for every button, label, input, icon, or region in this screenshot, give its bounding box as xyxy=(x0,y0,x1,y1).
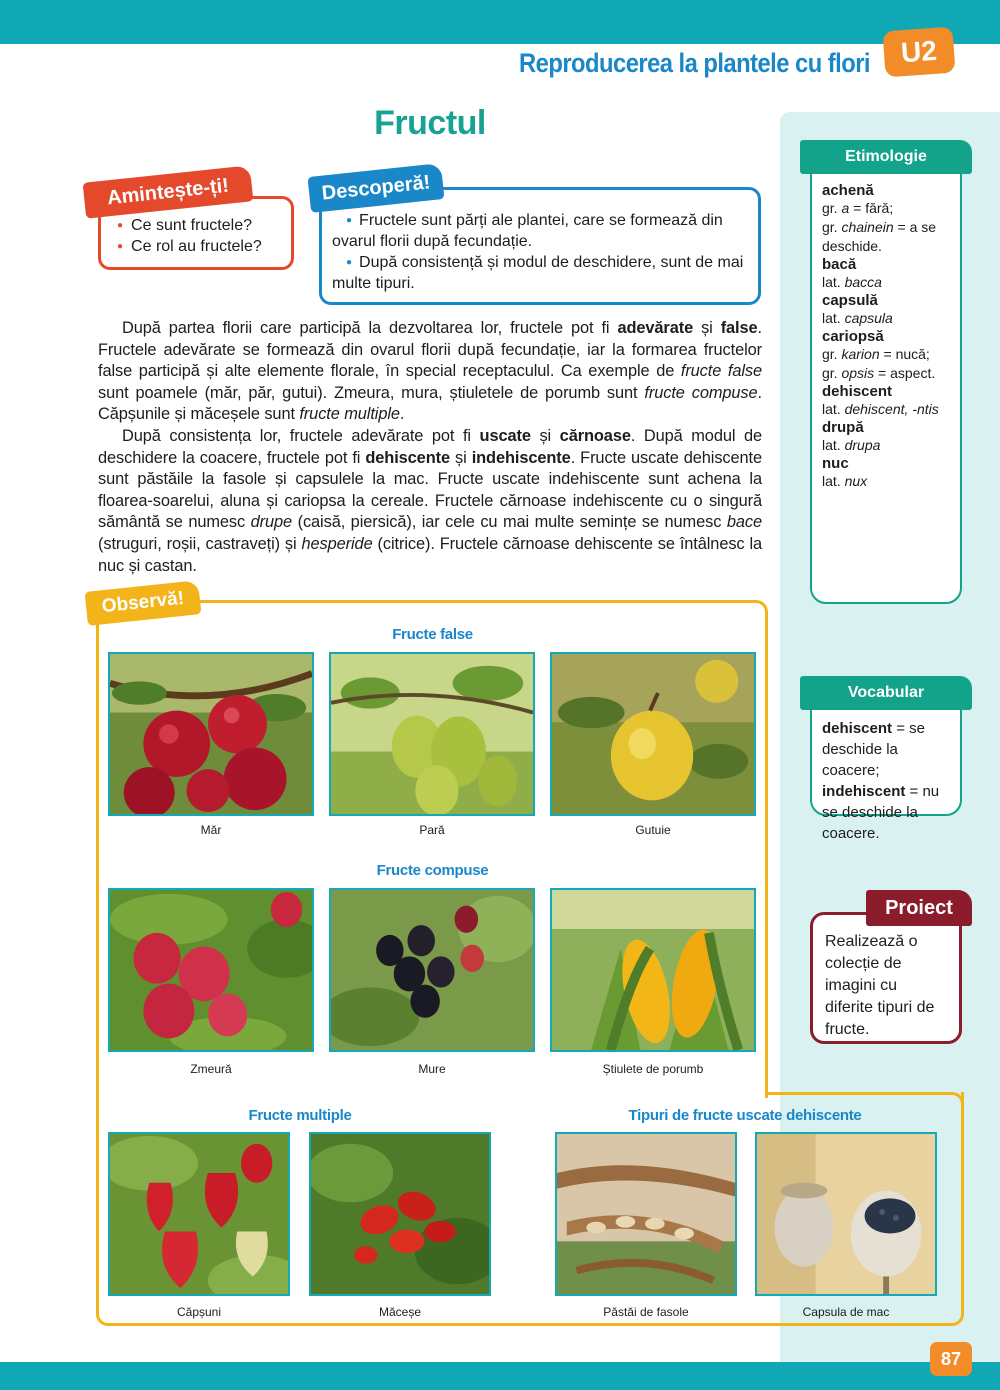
remember-label: Amintește-ți! xyxy=(83,165,254,218)
bean-pod-photo xyxy=(555,1132,737,1296)
etymology-box xyxy=(810,160,962,604)
project-label: Proiect xyxy=(866,890,972,926)
etymology-label: Etimologie xyxy=(800,140,972,174)
etymology-term: drupă xyxy=(822,419,864,436)
project-text: Realizează o colecție de imagini cu diferite tipuri de fructe. xyxy=(825,933,935,1038)
page-number: 87 xyxy=(930,1342,972,1376)
top-color-band xyxy=(0,0,1000,44)
etymology-entry: cariopsă gr. karion = nucă; gr. opsis = aspect. xyxy=(822,328,950,383)
pear-caption: Pară xyxy=(419,823,445,837)
etymology-entry: nuc lat. nux xyxy=(822,455,950,491)
rosehip-photo xyxy=(309,1132,491,1296)
corn-photo xyxy=(550,888,756,1052)
etymology-entry: drupă lat. drupa xyxy=(822,419,950,455)
blackberry-caption: Mure xyxy=(418,1062,446,1076)
raspberry-caption: Zmeură xyxy=(190,1062,232,1076)
discover-point: ● Fructele sunt părți ale plantei, care se formează din ovarul florii după fecundație. xyxy=(332,210,746,252)
group-title-multiple-fruits: Fructe multiple xyxy=(248,1107,352,1124)
etymology-term: bacă xyxy=(822,256,857,273)
group-title-false-fruits: Fructe false xyxy=(392,626,473,643)
vocabulary-definition: indehiscent = nu se deschide la coacere. xyxy=(822,783,940,842)
lesson-title: Fructul xyxy=(374,104,486,142)
bean-pod-caption: Păstăi de fasole xyxy=(603,1305,689,1319)
etymology-term: capsulă xyxy=(822,292,878,309)
etymology-entry: capsulă lat. capsula xyxy=(822,292,950,328)
etymology-term: dehiscent xyxy=(822,383,893,400)
bottom-color-band xyxy=(0,1362,1000,1390)
etymology-entry: achenă gr. a = fără; gr. chainein = a se deschide. xyxy=(822,182,950,256)
project-box xyxy=(810,912,962,1044)
blackberry-photo xyxy=(329,888,535,1052)
vocabulary-label: Vocabular xyxy=(800,676,972,710)
remember-question: ● Ce sunt fructele? xyxy=(117,215,283,236)
etymology-term: achenă xyxy=(822,182,874,199)
discover-point: ● După consistență și modul de deschidere, sunt de mai multe tipuri. xyxy=(332,252,746,294)
raspberry-photo xyxy=(108,888,314,1052)
vocabulary-box xyxy=(810,696,962,842)
remember-question: ● Ce rol au fructele? xyxy=(117,236,283,257)
observe-label: Observă! xyxy=(85,580,202,626)
vocabulary-definition: dehiscent = se deschide la coacere; xyxy=(822,720,925,779)
group-title-dry-dehiscent: Tipuri de fructe uscate dehiscente xyxy=(628,1107,862,1124)
unit-title: Reproducerea la plantele cu flori xyxy=(519,48,870,78)
group-title-compound-fruits: Fructe compuse xyxy=(376,862,489,879)
apple-photo xyxy=(108,652,314,816)
paragraph-fruit-types: După partea florii care participă la dezvoltarea lor, fructele pot fi adevărate și false. Fructele adevărate se formează din ovarul florii după fecundație, iar la formarea fructelor false participă și alte elemente florale, în special receptaculul. Ca exemple de fructe false sunt poamele (măr, păr, gutui). Zmeura, mura, știuletele de porumb sunt fructe compuse. Căpșunile și măceșele sunt fructe multiple. xyxy=(98,319,763,424)
etymology-entry: dehiscent lat. dehiscent, -ntis xyxy=(822,383,950,419)
strawberry-photo xyxy=(108,1132,290,1296)
apple-caption: Măr xyxy=(200,823,222,837)
quince-caption: Gutuie xyxy=(635,823,671,837)
unit-badge: U2 xyxy=(882,27,955,78)
main-text xyxy=(98,318,762,577)
corn-caption: Știulete de porumb xyxy=(602,1062,704,1076)
discover-label: Descoperă! xyxy=(307,163,444,213)
quince-photo xyxy=(550,652,756,816)
pear-photo xyxy=(329,652,535,816)
etymology-term: cariopsă xyxy=(822,328,884,345)
poppy-capsule-photo xyxy=(755,1132,937,1296)
rosehip-caption: Măceșe xyxy=(378,1305,422,1319)
poppy-capsule-caption: Capsula de mac xyxy=(802,1305,890,1319)
observe-frame-connector xyxy=(765,1092,964,1104)
strawberry-caption: Căpșuni xyxy=(176,1305,222,1319)
etymology-entry: bacă lat. bacca xyxy=(822,256,950,292)
paragraph-fruit-consistency: După consistența lor, fructele adevărate pot fi uscate și cărnoase. După modul de deschidere la coacere, fructele pot fi dehiscente și indehiscente. Fructe uscate dehiscente sunt păstăile la fasole și capsulele la mac. Fructe uscate indehiscente sunt achena la floarea-soarelui, aluna și cariopsa la cereale. Fructele cărnoase indehiscente cu o singură sământă se numesc drupe (caisă, piersică), iar cele cu mai multe semințe se numesc bace (struguri, roșii, castraveți) și hesperide (citrice). Fructele cărnoase dehiscente se întâlnesc la nuc și castan. xyxy=(98,426,763,575)
etymology-term: nuc xyxy=(822,455,849,472)
